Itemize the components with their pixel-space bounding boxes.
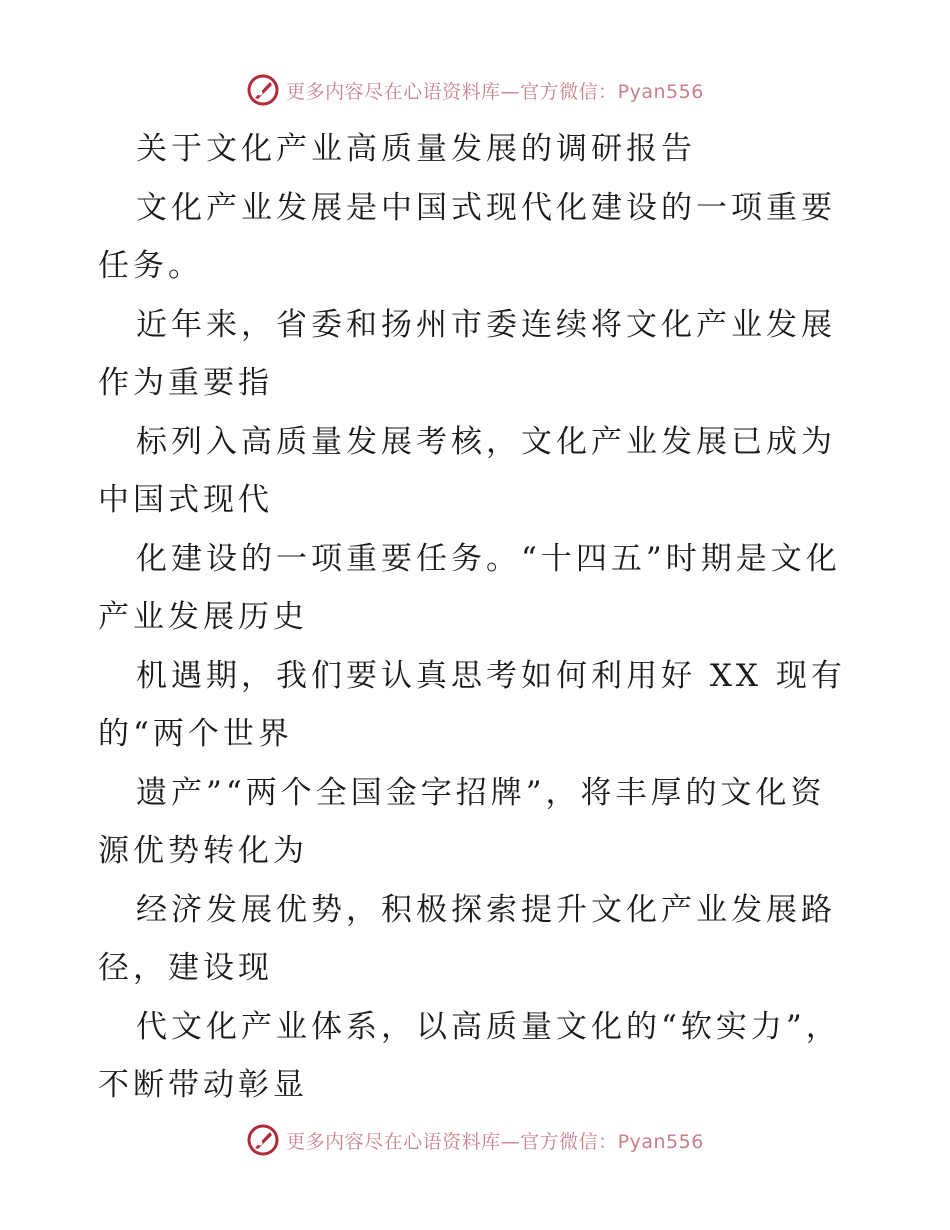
document-body [98, 120, 858, 1115]
paragraph: 机遇期，我们要认真思考如何利用好 XX 现有的“两个世界 [98, 657, 846, 752]
watermark-text: 更多内容尽在心语资料库—官方微信：Pyan556 [286, 80, 704, 103]
paragraph: 经济发展优势，积极探索提升文化产业发展路径，建设现 [98, 891, 836, 986]
document-title: 关于文化产业高质量发展的调研报告 [136, 131, 696, 167]
paragraph: 近年来，省委和扬州市委连续将文化产业发展作为重要指 [98, 306, 836, 401]
paragraph: 代文化产业体系，以高质量文化的“软实力”，不断带动彰显 [98, 1008, 841, 1103]
watermark-footer [0, 1120, 950, 1160]
paragraph: 标列入高质量发展考核，文化产业发展已成为中国式现代 [98, 423, 836, 518]
quill-logo-icon [246, 1123, 280, 1157]
paragraph: 文化产业发展是中国式现代化建设的一项重要任务。 [98, 189, 836, 284]
watermark-header [0, 70, 950, 110]
paragraph: 化建设的一项重要任务。“十四五”时期是文化产业发展历史 [98, 540, 841, 635]
watermark-text: 更多内容尽在心语资料库—官方微信：Pyan556 [286, 1130, 704, 1153]
quill-logo-icon [246, 73, 280, 107]
paragraph: 遗产”“两个全国金字招牌”，将丰厚的文化资源优势转化为 [98, 774, 826, 869]
